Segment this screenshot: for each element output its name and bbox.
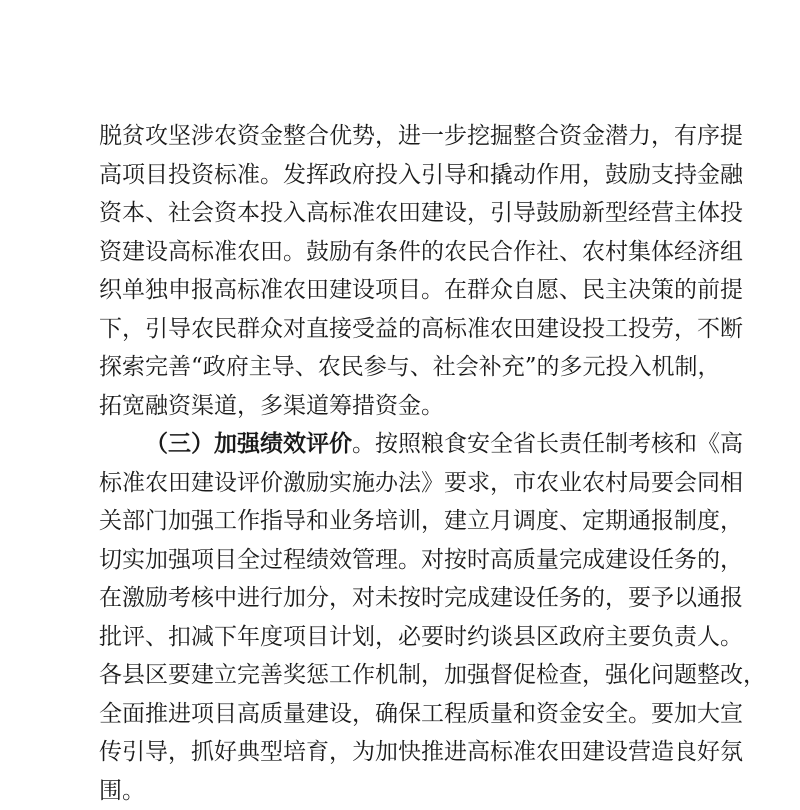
text-line: 全面推进项目高质量建设，确保工程质量和资金安全。要加大宣 [99,695,709,734]
text-line: 脱贫攻坚涉农资金整合优势，进一步挖掘整合资金潜力，有序提 [99,117,709,156]
text-line: 下，引导农民群众对直接受益的高标准农田建设投工投劳，不断 [99,310,709,349]
text-line: 资本、社会资本投入高标准农田建设，引导鼓励新型经营主体投 [99,194,709,233]
text-line: 各县区要建立完善奖惩工作机制，加强督促检查，强化问题整改， [99,656,709,695]
text-line: 资建设高标准农田。鼓励有条件的农民合作社、农村集体经济组 [99,233,709,272]
text-line: 围。 [99,772,709,810]
paragraph-funding [99,117,709,425]
section-heading: （三）加强绩效评价 [145,430,352,457]
text-line: 在激励考核中进行加分，对未按时完成建设任务的，要予以通报 [99,579,709,618]
text-line: 探索完善“政府主导、农民参与、社会补充”的多元投入机制， [99,348,709,387]
text-line: 关部门加强工作指导和业务培训，建立月调度、定期通报制度， [99,502,709,541]
text-line: 高项目投资标准。发挥政府投入引导和撬动作用，鼓励支持金融 [99,156,709,195]
text-line: 批评、扣减下年度项目计划，必要时约谈县区政府主要负责人。 [99,618,709,657]
text-line: 拓宽融资渠道，多渠道筹措资金。 [99,387,709,426]
text-line: 织单独申报高标准农田建设项目。在群众自愿、民主决策的前提 [99,271,709,310]
text-line: 标准农田建设评价激励实施办法》要求，市农业农村局要会同相 [99,464,709,503]
text-line [99,425,709,464]
paragraph-performance-evaluation [99,425,709,810]
text-line: 切实加强项目全过程绩效管理。对按时高质量完成建设任务的， [99,541,709,580]
text-line: 传引导，抓好典型培育，为加快推进高标准农田建设营造良好氛 [99,733,709,772]
heading-line-rest: 。按照粮食安全省长责任制考核和《高 [352,431,743,457]
document-body [99,117,709,810]
